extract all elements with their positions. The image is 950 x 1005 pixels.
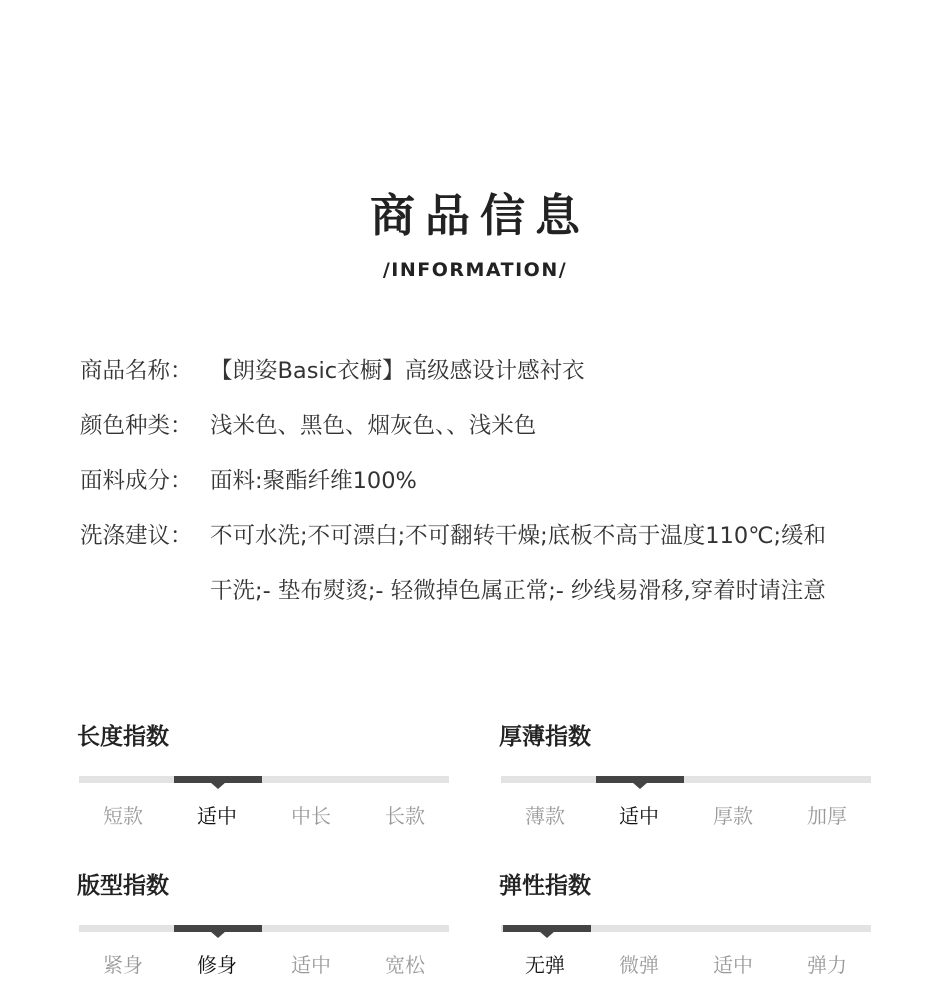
thickness-option: 薄款 [525,804,565,828]
thickness-index [501,722,871,832]
length-option: 适中 [197,804,237,828]
info-value-colors: 浅米色、黑色、烟灰色、、浅米色 [210,413,537,439]
info-label-name: 商品名称： [80,358,193,384]
fit-option: 宽松 [385,953,425,977]
info-row-care [80,509,880,619]
length-option: 中长 [291,804,331,828]
info-value-care-line1: 不可水洗;不可漂白;不可翻转干燥;底板不高于温度110℃;缓和 [210,523,827,549]
info-label-colors: 颜色种类： [80,413,193,439]
thickness-option: 厚款 [713,804,753,828]
length-index-track [79,776,449,783]
length-index-selected-marker [174,776,262,783]
elasticity-index [501,871,871,981]
fit-index [79,871,449,981]
length-option: 短款 [103,804,143,828]
info-row-name [80,344,880,399]
info-value-material: 面料:聚酯纤维100% [210,468,417,494]
fit-option: 紧身 [103,953,143,977]
info-row-colors [80,399,880,454]
elasticity-option: 适中 [713,953,753,977]
elasticity-index-selected-marker [503,925,591,932]
info-label-material: 面料成分： [80,468,193,494]
page-subtitle: /INFORMATION/ [382,259,568,281]
thickness-option: 适中 [619,804,659,828]
fit-index-title: 版型指数 [77,873,169,899]
length-index [79,722,449,832]
elasticity-index-title: 弹性指数 [499,873,591,899]
length-index-title: 长度指数 [77,724,169,750]
thickness-option: 加厚 [807,804,847,828]
fit-index-track [79,925,449,932]
elasticity-index-track [501,925,871,932]
fit-index-selected-marker [174,925,262,932]
fit-option: 适中 [291,953,331,977]
thickness-index-track [501,776,871,783]
fit-option: 修身 [197,953,237,977]
info-label-care: 洗涤建议： [80,523,193,549]
elasticity-option: 弹力 [807,953,847,977]
info-value-name: 【朗姿Basic衣橱】高级感设计感衬衣 [210,358,585,384]
info-row-material [80,454,880,509]
thickness-index-title: 厚薄指数 [499,724,591,750]
page-title: 商品信息 [369,189,590,242]
elasticity-option: 无弹 [525,953,565,977]
elasticity-option: 微弹 [619,953,659,977]
thickness-index-selected-marker [596,776,684,783]
length-option: 长款 [385,804,425,828]
info-value-care-line2: 干洗;- 垫布熨烫;- 轻微掉色属正常;- 纱线易滑移,穿着时请注意 [210,578,826,604]
